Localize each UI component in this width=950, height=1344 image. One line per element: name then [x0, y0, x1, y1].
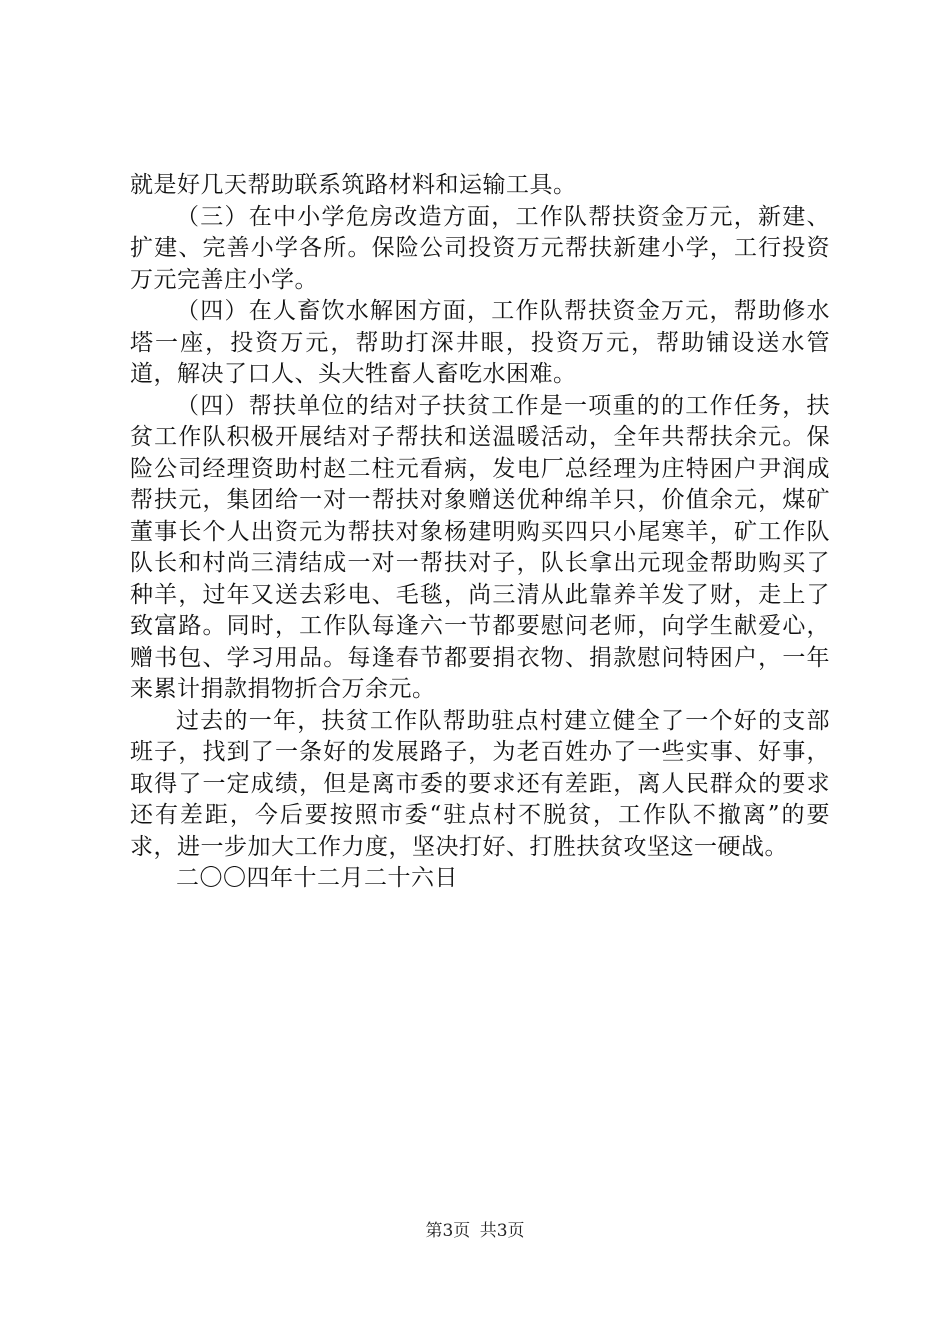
- paragraph-drinking-water: （四）在人畜饮水解困方面，工作队帮扶资金万元，帮助修水塔一座，投资万元，帮助打深井眼，投资万元，帮助铺设送水管道，解决了口人、头大牲畜人畜吃水困难。: [130, 298, 830, 387]
- page-number: 第3页: [425, 1221, 471, 1241]
- paragraph-school-renovation: （三）在中小学危房改造方面，工作队帮扶资金万元，新建、扩建、完善小学各所。保险公司投资万元帮扶新建小学，工行投资万元完善庄小学。: [130, 203, 830, 293]
- paragraph-pairing-assistance: （四）帮扶单位的结对子扶贫工作是一项重的的工作任务，扶贫工作队积极开展结对子帮扶和送温暖活动，全年共帮扶余元。保险公司经理资助村赵二柱元看病，发电厂总经理为庄特困户尹润成帮扶元，集团给一对一帮扶对象赠送优种绵羊只，价值余元，煤矿董事长个人出资元为帮扶对象杨建明购买四只小尾寒羊，矿工作队队长和村尚三清结成一对一帮扶对子，队长拿出元现金帮助购买了种羊，过年又送去彩电、毛毯，尚三清从此靠养羊发了财，走上了致富路。同时，工作队每逢六一节都要慰问老师，向学生献爱心，赠书包、学习用品。每逢春节都要捐衣物、捐款慰问特困户，一年来累计捐款捐物折合万余元。: [130, 392, 830, 702]
- page-footer: [0, 1216, 950, 1241]
- paragraph-continuation: 就是好几天帮助联系筑路材料和运输工具。: [130, 172, 577, 198]
- page-total: 共3页: [479, 1221, 525, 1241]
- document-date: 二〇〇四年十二月二十六日: [176, 865, 458, 891]
- paragraph-summary: 过去的一年，扶贫工作队帮助驻点村建立健全了一个好的支部班子，找到了一条好的发展路子，为老百姓办了一些实事、好事，取得了一定成绩，但是离市委的要求还有差距，离人民群众的要求还有差距，今后要按照市委“驻点村不脱贫，工作队不撤离”的要求，进一步加大工作力度，坚决打好、打胜扶贫攻坚这一硬战。: [130, 707, 830, 860]
- document-body: [130, 170, 830, 895]
